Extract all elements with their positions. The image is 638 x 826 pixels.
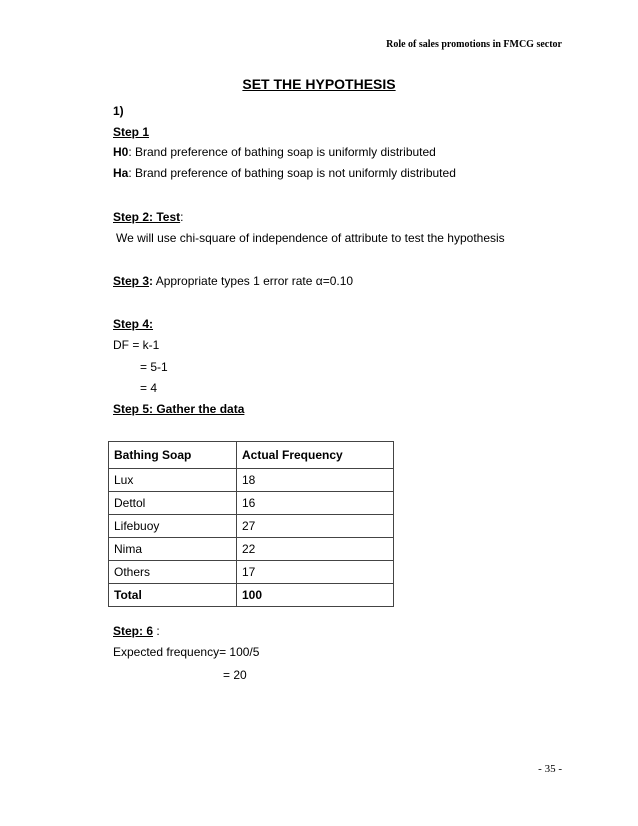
step1-heading: Step 1 — [113, 125, 150, 139]
table-row — [109, 492, 394, 515]
step2-colon: : — [180, 210, 184, 224]
step2-text: We will use chi-square of independence of attribute to test the hypothesis — [116, 231, 505, 245]
step5-heading: Step 5: Gather the data — [113, 402, 245, 416]
ha-label: Ha — [113, 166, 129, 180]
step6-heading — [113, 624, 160, 638]
total-value-cell: 100 — [237, 584, 394, 607]
h0-text: : Brand preference of bathing soap is uniformly distributed — [128, 145, 436, 159]
soap-name-cell: Dettol — [109, 492, 237, 515]
table-row — [109, 561, 394, 584]
step2-heading — [113, 210, 183, 224]
null-hypothesis — [113, 145, 436, 159]
step3-colon: : — [149, 274, 154, 288]
table-header-row — [109, 442, 394, 469]
df-calculation: = 5-1 — [140, 360, 168, 374]
step2-heading-label: Step 2: Test — [113, 210, 181, 224]
page-title: SET THE HYPOTHESIS — [242, 76, 396, 92]
soap-name-cell: Nima — [109, 538, 237, 561]
df-formula: DF = k-1 — [113, 338, 160, 352]
frequency-cell: 16 — [237, 492, 394, 515]
step6-heading-label: Step: 6 — [113, 624, 154, 638]
frequency-cell: 17 — [237, 561, 394, 584]
frequency-cell: 27 — [237, 515, 394, 538]
soap-name-cell: Lifebuoy — [109, 515, 237, 538]
item-number: 1) — [113, 104, 124, 118]
step6-colon: : — [153, 624, 160, 638]
table-row — [109, 469, 394, 492]
step3-line — [113, 274, 353, 288]
column-header: Bathing Soap — [109, 442, 237, 469]
alternative-hypothesis — [113, 166, 456, 180]
column-header: Actual Frequency — [237, 442, 394, 469]
step3-text: Appropriate types 1 error rate α=0.10 — [153, 274, 354, 288]
table-total-row — [109, 584, 394, 607]
frequency-cell: 18 — [237, 469, 394, 492]
step4-heading: Step 4: — [113, 317, 154, 331]
step3-heading: Step 3 — [113, 274, 150, 288]
df-result: = 4 — [140, 381, 158, 395]
ha-text: : Brand preference of bathing soap is not uniformly distributed — [128, 166, 456, 180]
table-row — [109, 515, 394, 538]
table-row — [109, 538, 394, 561]
expected-frequency-result: = 20 — [223, 668, 247, 682]
frequency-table — [108, 441, 394, 607]
page-number: - 35 - — [538, 763, 562, 775]
expected-frequency-formula: Expected frequency= 100/5 — [113, 645, 260, 659]
frequency-cell: 22 — [237, 538, 394, 561]
soap-name-cell: Lux — [109, 469, 237, 492]
h0-label: H0 — [113, 145, 129, 159]
running-header: Role of sales promotions in FMCG sector — [386, 39, 562, 50]
soap-name-cell: Others — [109, 561, 237, 584]
total-label-cell: Total — [109, 584, 237, 607]
